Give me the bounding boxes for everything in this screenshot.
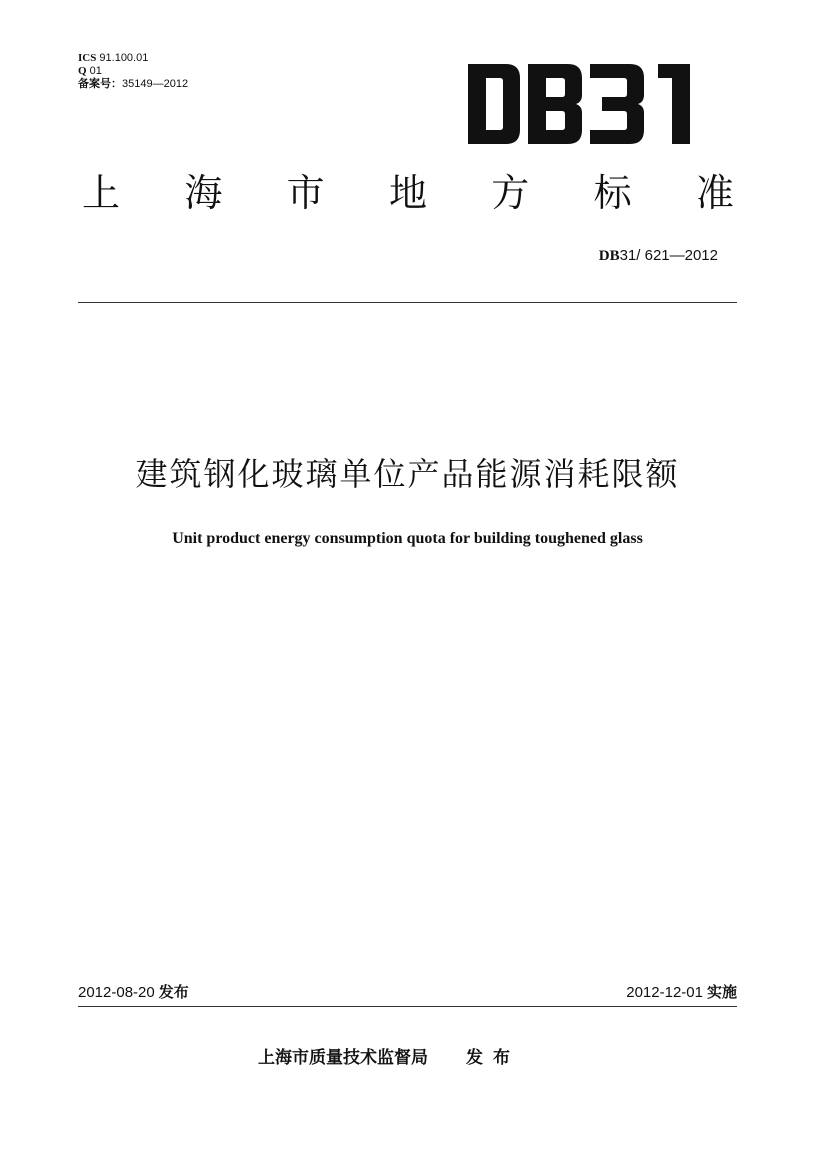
logo-digit-1 bbox=[658, 64, 690, 144]
document-title-en: Unit product energy consumption quota for building toughened glass bbox=[172, 530, 643, 547]
standard-code-prefix: DB bbox=[598, 248, 620, 264]
record-line bbox=[78, 78, 188, 91]
standard-type-char: 准 bbox=[695, 171, 734, 215]
class-line bbox=[78, 65, 188, 78]
db31-logo bbox=[468, 64, 694, 144]
standard-code-number: 31/ 621—2012 bbox=[619, 247, 718, 264]
issuing-authority bbox=[258, 1046, 520, 1070]
logo-digit-3 bbox=[590, 64, 644, 144]
ics-line bbox=[78, 52, 188, 65]
ics-value: 91.100.01 bbox=[99, 52, 149, 64]
effective-date: 2012-12-01 bbox=[626, 984, 703, 1001]
issue-date: 2012-08-20 bbox=[78, 984, 155, 1001]
classification-block bbox=[78, 52, 188, 91]
issue-label: 发布 bbox=[158, 983, 189, 1001]
logo-letter-b bbox=[528, 64, 582, 144]
record-label: 备案号： bbox=[78, 78, 122, 90]
issue-date-line bbox=[78, 982, 189, 1003]
issuer-label: 发布 bbox=[466, 1048, 520, 1068]
record-value: 35149—2012 bbox=[122, 78, 189, 90]
logo-letter-d bbox=[468, 64, 520, 144]
effective-date-line bbox=[626, 982, 737, 1003]
class-letter: Q bbox=[78, 65, 87, 77]
standard-code bbox=[599, 246, 718, 266]
standard-type-char: 方 bbox=[491, 171, 530, 215]
standard-type-char: 标 bbox=[593, 171, 632, 215]
document-title-zh: 建筑钢化玻璃单位产品能源消耗限额 bbox=[135, 455, 680, 493]
class-value: 01 bbox=[89, 65, 102, 77]
standard-type-char: 海 bbox=[184, 171, 223, 215]
issuer-name: 上海市质量技术监督局 bbox=[258, 1048, 428, 1068]
bottom-divider bbox=[78, 1006, 737, 1007]
standard-type-char: 市 bbox=[286, 171, 325, 215]
effective-label: 实施 bbox=[706, 983, 737, 1001]
standard-type-char: 地 bbox=[388, 171, 427, 215]
ics-label: ICS bbox=[78, 52, 97, 64]
standard-type-char: 上 bbox=[81, 171, 120, 215]
standard-type-heading bbox=[78, 168, 738, 218]
top-divider bbox=[78, 302, 737, 303]
